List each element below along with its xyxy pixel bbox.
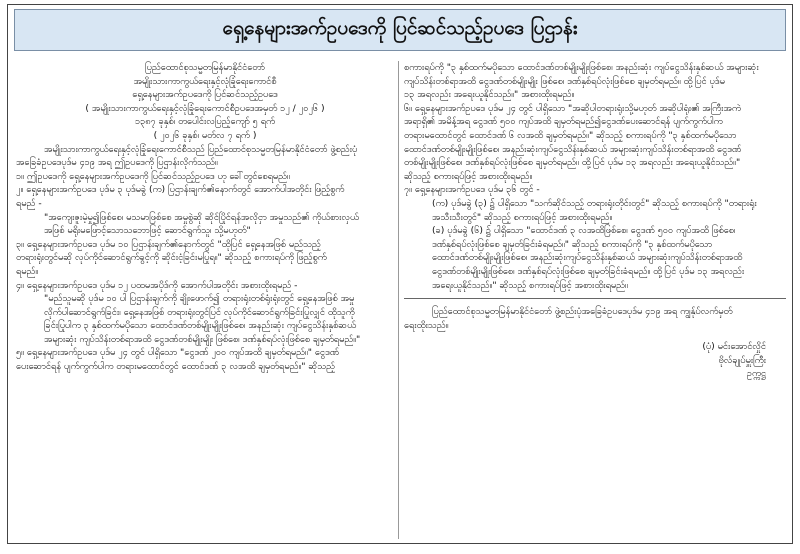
header-line-4: ( အမျိုးသားကာကွယ်ရေးနှင့်လုံခြုံရေးကောင်စီဥပဒေအမှတ် ၁၂ / ၂၀၂၆ ) [85,102,325,114]
section-5: ၅။ ရှေ့နေများအက်ဥပဒေ ပုဒ်မ ၂၄ တွင် ပါရှိသော "ငွေဒဏ် ၂၀၀ ကျပ်အထိ ချမှတ်ရမည်။" ငွေဒဏ် [16,347,340,359]
body-line: ဆိုသည့် စကားရပ်ဖြင့် အစားထိုးရမည်။ [404,170,533,182]
quote-line: "အကျေးဇူးမဲ့မှု၍ဖြစ်စေ၊ မသမာဖြစ်စေ အမှုစွဲဆို ဆိုင်ပြိုင်ရန်အလိုငှာ အမှုသည်၏ ကိုယ်စားလှယ် [44,211,359,223]
section-6: ၆။ ရှေ့နေများအက်ဥပဒေ ပုဒ်မ ၂၄ တွင် ပါရှိသော "အဆိုပါတရားရုံးသို့မဟုတ် အဆိုပါရုံး၏ အကြီးအကဲ [404,102,741,114]
subsection-b: (ခ) ပုဒ်မခွဲ (၆) ၌ ပါရှိသော "ထောင်ဒဏ် ၃ လအထိဖြစ်စေ၊ ငွေဒဏ် ၅၀၀ ကျပ်အထိ ဖြစ်စေ၊ [432,225,736,237]
signature-rank: ဗိုလ်ချုပ်မှူးကြီး [718,354,766,366]
header-line-1: ပြည်ထောင်စုသမ္မတမြန်မာနိုင်ငံတော် [145,62,265,73]
divider [404,298,786,299]
quote-line: ခြင်းပြုပါက ၃ နှစ်ထက်မပိုသော ထောင်ဒဏ်တစ်မျိုးမျိုးဖြစ်စေ၊ အနည်းဆုံး ကျပ်ငွေသိန်းနှစ်ဆယ် [44,320,357,332]
section-7: ၇။ ရှေ့နေများအက်ဥပဒေ ပုဒ်မ ၃၆ တွင် - [404,184,540,196]
title-banner [14,9,786,51]
section-3: ၃။ ရှေ့နေများအက်ဥပဒေ ပုဒ်မ ၁၀ ပြဌာန်းချက်၏နောက်တွင် "ထိုပြင် ရှေ့နေအဖြစ် မည်သည့် [16,238,321,250]
left-column [16,61,394,374]
header-line-3: ရှေ့နေများအက်ဥပဒေကို ပြင်ဆင်သည့်ဥပဒေ [132,89,278,101]
header-line-2: အမျိုးသားကာကွယ်ရေးနှင့်လုံခြုံရေးကောင်စီ [133,75,277,87]
quote-line: "မည်သူမဆို ပုဒ်မ ၁၀ ပါ ပြဌာန်းချက်ကို ချိုးဖောက်၍ တရားရုံးတစ်ရုံးရုံးတွင် ရှေ့နေအဖြစ် အမှု [44,293,355,305]
section-2: ၂။ ရှေ့နေများအက်ဥပဒေ ပုဒ်မ ၃ ပုဒ်မခွဲ (က) ပြဌာန်းချက်၏နောက်တွင် အောက်ပါအတိုင်း ဖြည့်စွက် [16,184,345,196]
body-line: အသီးသီးတွင်" ဆိုသည့် စကားရပ်ဖြင့် အစားထိုးရမည်။ [432,211,613,223]
column-divider [398,61,399,539]
body-line: ရမည်။ [16,265,39,277]
body-line: တရားရုံးတွင်မဆို လုပ်ကိုင်ဆောင်ရွက်ခွင့်ကို ဆိုင်းငံ့ခြင်းမပြုရ။" ဆိုသည့် စကားရပ်ကို ဖြည့်စွက် [16,252,327,264]
body-line: အခြေခံဥပဒေပုဒ်မ ၄၁၉ အရ ဤဥပဒေကို ပြဌာန်းလိုက်သည်။ [16,157,218,169]
right-column [404,61,786,381]
document-title: ရှေ့နေများအက်ဥပဒေကို ပြင်ဆင်သည့်ဥပဒေ ပြဌာန်း [222,17,578,39]
signature-title: ဥက္ကဋ္ဌ [746,368,766,380]
quote-line: အများဆုံး ကျပ်သိန်းတစ်ရာအထိ ငွေဒဏ်တစ်မျိုးမျိုး ဖြစ်စေ၊ ဒဏ်နှစ်ရပ်လုံးဖြစ်စေ ချမှတ်ရမည်။" [44,333,361,345]
closing-line: ရေးထိုးသည်။ [404,319,449,331]
body-line: ငွေဒဏ်တစ်မျိုးမျိုးဖြစ်စေ၊ ဒဏ်နှစ်ရပ်လုံးဖြစ်စေ ချမှတ်ခြင်းခံရမည်။ ထို့ပြင် ပုဒ်မ ၁၃ အရလည်း [432,265,745,277]
body-line: အရေးယူနိုင်သည်။" ဆိုသည့် စကားရပ်ဖြင့် အစားထိုးရမည်။ [432,279,628,291]
body-line: စကားရပ်ကို "၃ နှစ်ထက်မပိုသော ထောင်ဒဏ်တစ်မျိုးမျိုးဖြစ်စေ၊ အနည်းဆုံး ကျပ်ငွေသိန်းနှစ်ဆယ် အများဆုံး [404,62,759,73]
body-line: အမျိုးသားကာကွယ်ရေးနှင့်လုံခြုံရေးကောင်စီသည် ပြည်ထောင်စုသမ္မတမြန်မာနိုင်ငံတော် ဖွဲ့စည်းပုံ [44,143,358,155]
body-line: ပေးဆောင်ရန် ပျက်ကွက်ပါက တရားမထောင်တွင် ထောင်ဒဏ် ၃ လအထိ ချမှတ်ရမည်။" ဆိုသည့် [16,361,336,373]
body-line: ရမည် - [16,197,42,209]
header-line-5: ၁၃၈၇ ခုနှစ်၊ တပေါင်းလပြည့်ကျော် ၅ ရက် [134,116,276,128]
subsection-a: (က) ပုဒ်မခွဲ (၃) ၌ ပါရှိသော "သက်ဆိုင်သည့် တရားရုံးတိုင်းတွင်" ဆိုသည့် စကားရပ်ကို "တရားရုံး [432,197,757,209]
quote-line: လိုက်ပါဆောင်ရွက်ခြင်း၊ ရှေ့နေအဖြစ် တရားရုံးတွင်ပြင် လုပ်ကိုင်ဆောင်ရွက်ခြင်းပြုလျှင် ထိုသူကို [44,306,355,318]
body-line: ဒဏ်နှစ်ရပ်လုံးဖြစ်စေ ချမှတ်ခြင်းခံရမည်။" ဆိုသည့် စကားရပ်ကို "၃ နှစ်ထက်မပိုသော [432,238,713,250]
body-line: အရာရှိ၏ အမိန့်အရ ငွေဒဏ် ၅၀၀ ကျပ်အထိ ချမှတ်ရမည်၍ငွေဒဏ်ပေးဆောင်ရန် ပျက်ကွက်ပါက [404,116,723,128]
body-line: ထောင်ဒဏ်တစ်မျိုးမျိုးဖြစ်စေ၊ အနည်းဆုံးကျပ်ငွေသိန်းနှစ်ဆယ် အများဆုံးကျပ်သိန်းတစ်ရာအထိ ငွေဒဏ် [404,143,742,155]
body-line: ၁၃ အရလည်း အရေးယူနိုင်သည်။" အစားထိုးရမည်။ [404,89,575,101]
section-4: ၄။ ရှေ့နေများအက်ဥပဒေ ပုဒ်မ ၁၂ ပထမအပိုဒ်ကို အောက်ပါအတိုင်း အစားထိုးရမည် - [16,279,298,291]
quote-line: အဖြစ် မရိုးမဖြောင့်သောသဘောဖြင့် ဆောင်ရွက်သူ၊ သို့မဟုတ်" [44,225,251,237]
section-1: ၁။ ဤဥပဒေကို ရှေ့နေများအက်ဥပဒေကို ပြင်ဆင်သည့်ဥပဒေ ဟု ခေါ်တွင်စေရမည်။ [16,170,290,182]
body-line: ကျပ်သိန်းတစ်ရာအထိ ငွေဒဏ်တစ်မျိုးမျိုး ဖြစ်စေ၊ ဒဏ်နှစ်ရပ်လုံးဖြစ်စေ ချမှတ်ရမည်။ ထို့ပြင် ပုဒ်မ [404,75,725,87]
body-line: တစ်မျိုးမျိုးဖြစ်စေ၊ ဒဏ်နှစ်ရပ်လုံးဖြစ်စေ ချမှတ်ရမည်။ ထို့ပြင် ပုဒ်မ ၁၃ အရလည်း အရေးယူနိုင်သည်။" [404,157,741,169]
document-page [7,4,793,544]
closing-line: ပြည်ထောင်စုသမ္မတမြန်မာနိုင်ငံတော် ဖွဲ့စည်းပုံအခြေခံဥပဒေပုဒ်မ ၄၁၉ အရ ကျွန်ုပ်လက်မှတ် [432,306,733,318]
body-line: ထောင်ဒဏ်တစ်မျိုးမျိုးဖြစ်စေ၊ အနည်းဆုံးကျပ်ငွေသိန်းနှစ်ဆယ် အများဆုံးကျပ်သိန်းတစ်ရာအထိ [432,252,743,264]
signature-name: (ပုံ) မင်းအောင်လှိုင် [702,341,766,353]
header-line-6: ( ၂၀၂၆ ခုနှစ်၊ မတ်လ ၇ ရက် ) [153,129,257,141]
body-line: တရားမထောင်တွင် ထောင်ဒဏ် ၆ လအထိ ချမှတ်ရမည်။" ဆိုသည့် စကားရပ်ကို "၃ နှစ်ထက်မပိုသော [404,129,737,141]
